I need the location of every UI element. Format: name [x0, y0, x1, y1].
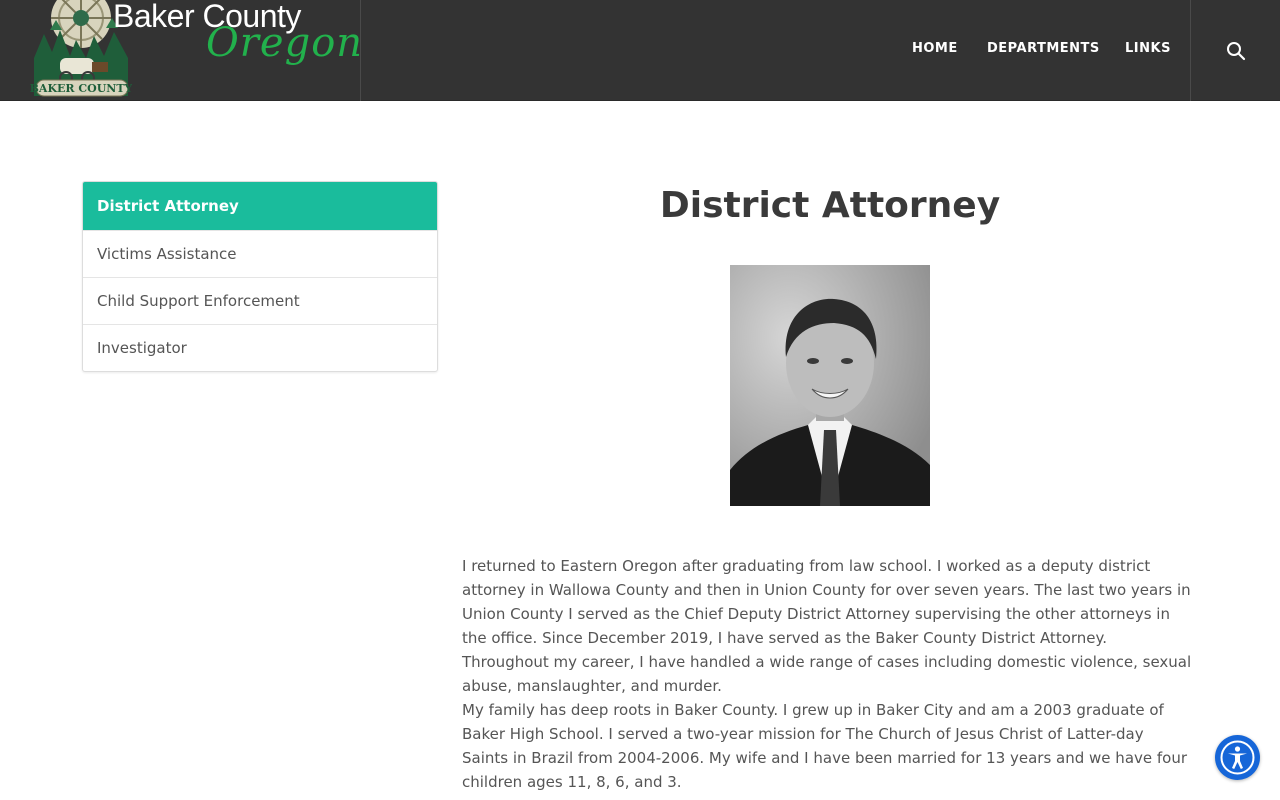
nav-home[interactable]: HOME: [912, 41, 958, 56]
page-title: District Attorney: [659, 185, 1001, 226]
sidebar-menu: [82, 181, 438, 372]
nav-departments[interactable]: DEPARTMENTS: [987, 41, 1100, 56]
site-header: [0, 0, 1280, 101]
sidebar-item-victims-assistance[interactable]: Victims Assistance: [83, 230, 437, 277]
nav-links[interactable]: LINKS: [1125, 41, 1171, 56]
logo-title: Baker County: [113, 0, 301, 34]
search-area: [1190, 0, 1280, 101]
district-attorney-portrait: [730, 265, 930, 506]
accessibility-icon: [1215, 735, 1260, 780]
svg-text:BAKER COUNTY: BAKER COUNTY: [30, 82, 132, 95]
logo-link[interactable]: [0, 0, 364, 101]
bio-paragraph-2: My family has deep roots in Baker County. I grew up in Baker City and am a 2003 graduate of Baker High School. I served a two-year mission for The Church of Jesus Christ of Latter-day Saints in Brazil from 2004-2006. My wife and I have been married for 13 years and we have four children ages 11, 8, 6, and 3.: [462, 701, 1188, 791]
search-icon[interactable]: [1226, 41, 1246, 61]
accessibility-button[interactable]: [1215, 735, 1260, 780]
bio-paragraph-1: I returned to Eastern Oregon after graduating from law school. I worked as a deputy district attorney in Wallowa County and then in Union County for over seven years. The last two years in Union County I served as the Chief Deputy District Attorney supervising the other attorneys in the office. Since December 2019, I have served as the Baker County District Attorney. Throughout my career, I have handled a wide range of cases including domestic violence, sexual abuse, manslaughter, and murder.: [462, 557, 1192, 695]
sidebar-item-investigator[interactable]: Investigator: [83, 324, 437, 371]
logo-subtitle: Oregon: [206, 20, 364, 66]
sidebar-item-district-attorney[interactable]: District Attorney: [83, 182, 437, 230]
sidebar-item-child-support-enforcement[interactable]: Child Support Enforcement: [83, 277, 437, 324]
